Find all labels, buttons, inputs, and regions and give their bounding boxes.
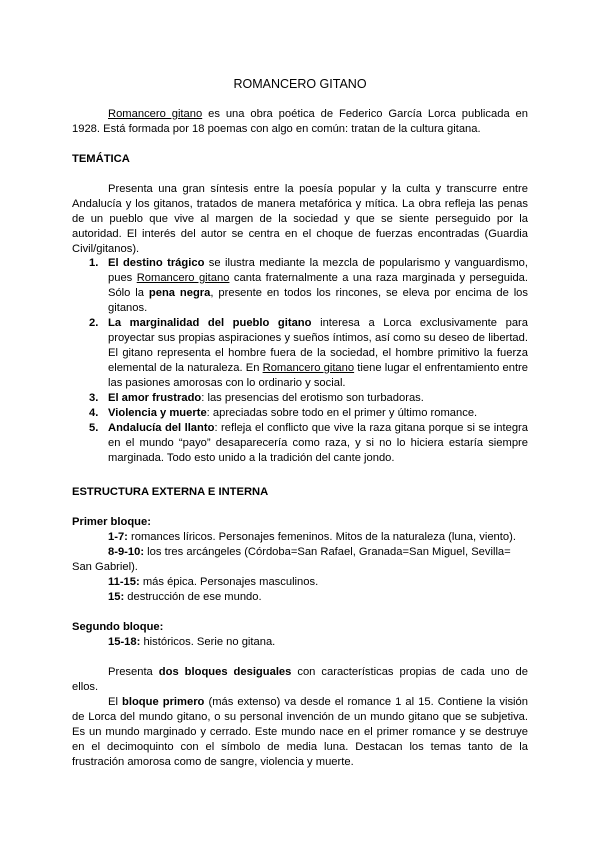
- list-item: 4. Violencia y muerte: apreciadas sobre todo en el primer y último romance.: [89, 407, 478, 419]
- primer-bloque-heading: Primer bloque:: [72, 516, 151, 528]
- list-item: 3. El amor frustrado: las presencias del erotismo son turbadoras.: [89, 392, 424, 404]
- primer-bloque-list: [72, 530, 528, 605]
- list-item: 11-15: más épica. Personajes masculinos.: [108, 576, 319, 588]
- tematica-paragraph: Presenta una gran síntesis entre la poesía popular y la culta y transcurre entre Andalucía y los gitanos, tratados de manera metafórica y mítica. La obra refleja las penas de un pueblo que vive al margen de la sociedad y que se siente perseguido por la autoridad. El interés del autor se centra en el choque de fuerzas encontradas (Guardia Civil/gitanos).: [72, 183, 528, 255]
- document-title: ROMANCERO GITANO: [233, 77, 367, 91]
- intro-paragraph: Romancero gitano es una obra poética de Federico García Lorca publicada en 1928. Está formada por 18 poemas con algo en común: tratan de la cultura gitana.: [72, 108, 529, 135]
- presenta-paragraph: Presenta dos bloques desiguales con características propias de cada uno de ellos.: [72, 666, 528, 693]
- tematica-heading: TEMÁTICA: [72, 153, 130, 165]
- estructura-heading: ESTRUCTURA EXTERNA E INTERNA: [72, 486, 269, 498]
- tematica-list: [72, 256, 528, 466]
- list-item: 5. Andalucía del llanto: refleja el conflicto que vive la raza gitana porque si se integra en el mundo “payo” desaparecería como raza, y si no lo hiciera estaría siempre marginada. Todo esto unido a la tradición del cante jondo.: [89, 422, 529, 464]
- book-title-link: Romancero gitano: [108, 108, 203, 120]
- segundo-bloque-list: [72, 635, 528, 650]
- segundo-bloque-heading: Segundo bloque:: [72, 621, 164, 633]
- list-item: 15-18: históricos. Serie no gitana.: [108, 636, 276, 648]
- list-item: 1. El destino trágico se ilustra mediante la mezcla de popularismo y vanguardismo, pues Romancero gitano canta fraternalmente a una raza marginada y perseguida. Sólo la pena negra, presente en todos los rincones, se eleva por encima de los gitanos.: [89, 257, 528, 314]
- list-item: 1-7: romances líricos. Personajes femeninos. Mitos de la naturaleza (luna, viento).: [108, 531, 516, 543]
- list-item: 15: destrucción de ese mundo.: [108, 591, 262, 603]
- final-paragraph: El bloque primero (más extenso) va desde el romance 1 al 15. Contiene la visión de Lorca del mundo gitano, o su personal invención de un mundo gitano que se subjetiva. Es un mundo marginado y cerrado. Este mundo nace en el primer romance y se destruye en el decimoquinto con el símbolo de media luna. Destacan los temas tanto de la frustración amorosa como de sangre, violencia y muerte.: [72, 696, 528, 768]
- list-item: 2. La marginalidad del pueblo gitano interesa a Lorca exclusivamente para proyectar sus propias aspiraciones y sueños íntimos, así como su deseo de libertad. El gitano representa el hombre fuera de la sociedad, el hombre primitivo la fuerza elemental de la naturaleza. En Romancero gitano tiene lugar el enfrentamiento entre las pasiones amorosas con lo ordinario y social.: [89, 317, 528, 389]
- list-item: 8-9-10: los tres arcángeles (Córdoba=San Rafael, Granada=San Miguel, Sevilla= San Gabriel).: [72, 546, 511, 573]
